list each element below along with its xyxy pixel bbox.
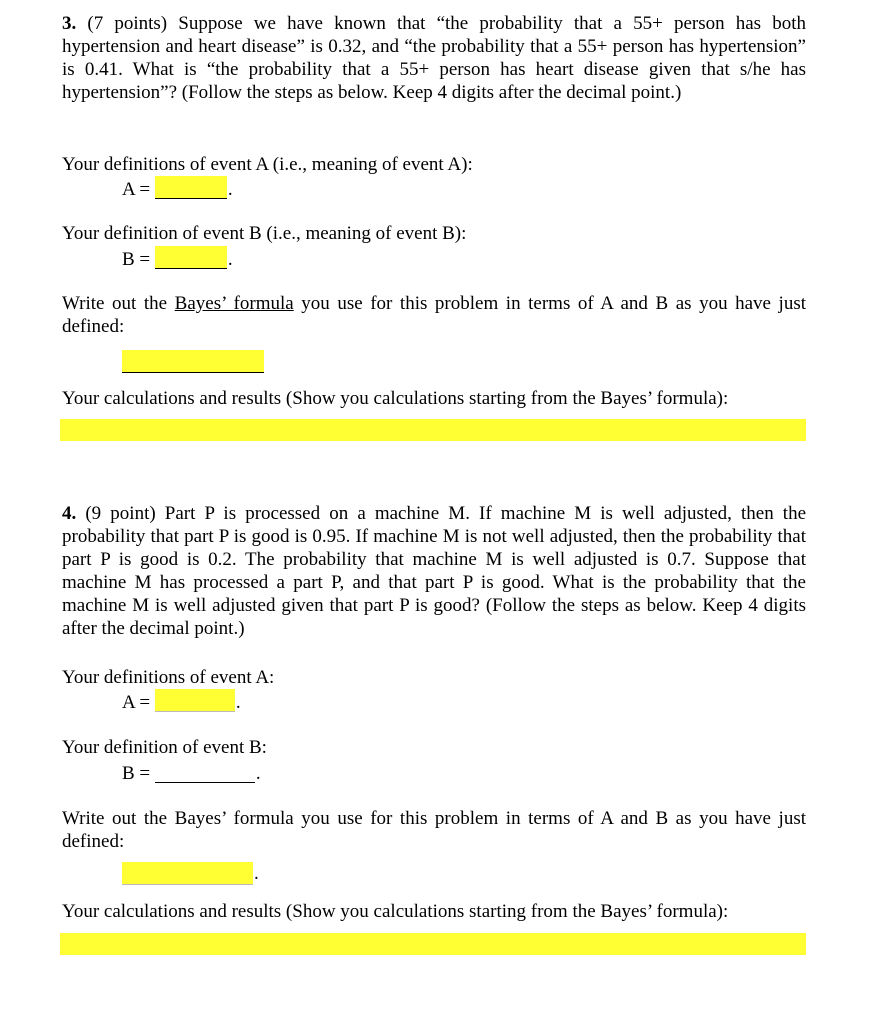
- q4-event-b-answer-blank[interactable]: [155, 760, 255, 783]
- question-3-text: (7 points) Suppose we have known that “the probability that a 55+ person has both hypertension and heart disease” is 0.32, and “the probability that a 55+ person has hypertension” is 0.41. What is “the probability that a 55+ person has heart disease given that s/he has hypertension”? (Follow the steps as below. Keep 4 digits after the decimal point.): [62, 13, 806, 103]
- q3-event-b-label: Your definition of event B (i.e., meaning of event B):: [62, 223, 467, 244]
- q4-calc-answer-area[interactable]: [60, 933, 806, 955]
- q3-event-b-line: [62, 246, 233, 271]
- q3-event-a-eq: A =: [122, 179, 151, 200]
- q4-event-b-eq: B =: [122, 763, 151, 784]
- q4-event-a-label: Your definitions of event A:: [62, 667, 275, 688]
- q3-event-a-answer-blank[interactable]: [155, 176, 227, 199]
- q3-event-b-answer-blank[interactable]: [155, 246, 227, 269]
- question-4-number: 4.: [62, 503, 77, 524]
- question-4-prompt: [62, 502, 806, 640]
- q3-formula-label: [62, 292, 806, 338]
- q3-formula-text-post: you use for this problem in terms of A and B as you have just defined:: [62, 293, 807, 337]
- q3-event-a-label: Your definitions of event A (i.e., meaning of event A):: [62, 154, 473, 175]
- q4-event-a-answer-blank[interactable]: [155, 689, 235, 712]
- q3-event-a-line: [62, 176, 233, 201]
- q4-formula-period: .: [254, 863, 259, 884]
- q4-event-b-line: [62, 760, 261, 785]
- q3-formula-answer-blank[interactable]: [122, 350, 264, 373]
- question-4: [62, 502, 806, 640]
- q4-formula-answer-blank[interactable]: [122, 862, 253, 885]
- q4-calc-label: Your calculations and results (Show you calculations starting from the Bayes’ formula):: [62, 901, 729, 922]
- q4-formula-line: [122, 862, 259, 885]
- q3-event-a-period: .: [227, 179, 233, 200]
- q3-event-b-eq: B =: [122, 249, 151, 270]
- q4-formula-label: Write out the Bayes’ formula you use for this problem in terms of A and B as you have just defined:: [62, 808, 806, 852]
- q4-event-a-period: .: [235, 692, 241, 713]
- q4-event-a-eq: A =: [122, 692, 151, 713]
- question-4-text: (9 point) Part P is processed on a machine M. If machine M is well adjusted, then the probability that part P is good is 0.95. If machine M is not well adjusted, then the probability that part P is good is 0.2. The probability that machine M is well adjusted is 0.7. Suppose that machine M has processed a part P, and that part P is good. What is the probability that the machine M is well adjusted given that part P is good? (Follow the steps as below. Keep 4 digits after the decimal point.): [62, 503, 807, 639]
- q3-formula-text-pre: Write out the: [62, 293, 175, 314]
- q3-event-b-period: .: [227, 249, 233, 270]
- question-3-number: 3.: [62, 13, 77, 34]
- q4-event-b-period: .: [255, 763, 261, 784]
- question-3-prompt: [62, 12, 806, 104]
- q3-calc-label: Your calculations and results (Show you calculations starting from the Bayes’ formula):: [62, 388, 729, 409]
- q4-event-a-line: [62, 689, 241, 714]
- question-3: [62, 12, 806, 104]
- q4-event-b-label: Your definition of event B:: [62, 737, 267, 758]
- q3-calc-answer-area[interactable]: [60, 419, 806, 441]
- q3-bayes-formula-link[interactable]: Bayes’ formula: [174, 293, 294, 314]
